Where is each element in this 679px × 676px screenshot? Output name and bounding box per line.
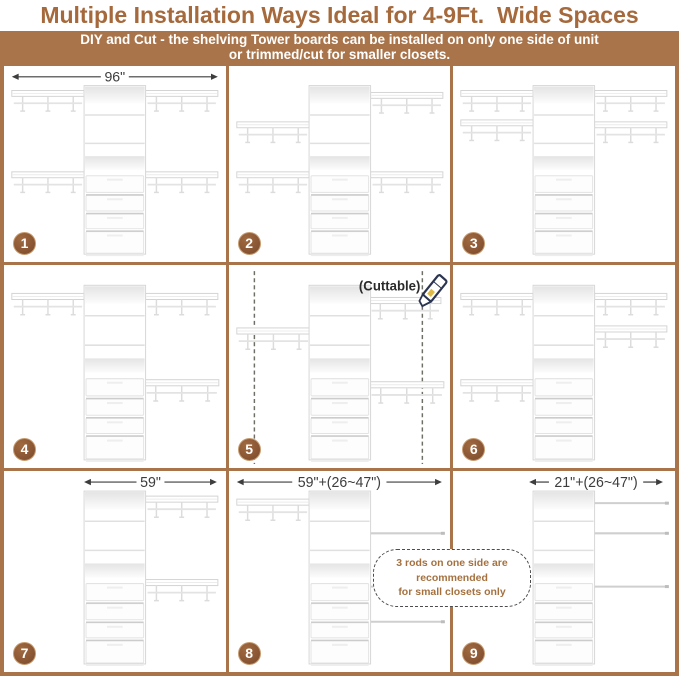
wire-shelf bbox=[461, 380, 533, 401]
wire-shelf bbox=[595, 91, 667, 112]
drawer bbox=[535, 379, 593, 396]
hanging-rod bbox=[595, 585, 669, 588]
wire-shelf bbox=[146, 496, 218, 517]
dimension-label bbox=[236, 475, 441, 491]
wire-shelf bbox=[146, 172, 218, 193]
dimension-label bbox=[12, 70, 218, 86]
wire-shelf bbox=[12, 172, 84, 193]
closet-diagram bbox=[4, 471, 226, 672]
dimension-label bbox=[529, 475, 663, 491]
wire-shelf bbox=[369, 382, 443, 403]
drawer bbox=[311, 418, 369, 433]
drawer bbox=[311, 195, 369, 211]
installation-grid bbox=[0, 62, 679, 676]
wire-shelf bbox=[146, 293, 218, 314]
panel-number-badge: 6 bbox=[462, 438, 485, 461]
wire-shelf bbox=[461, 91, 533, 112]
drawer bbox=[311, 604, 369, 620]
drawer bbox=[535, 195, 593, 211]
wire-shelf bbox=[145, 380, 219, 401]
wire-shelf bbox=[146, 91, 218, 112]
wire-shelf bbox=[236, 122, 308, 143]
shelving-tower bbox=[533, 491, 595, 666]
hanging-rod bbox=[595, 532, 669, 535]
drawer bbox=[311, 379, 369, 396]
panel-1 bbox=[4, 66, 226, 262]
note-line-2: for small closets only bbox=[398, 586, 506, 599]
panel-number-badge: 8 bbox=[238, 642, 261, 665]
drawer bbox=[86, 584, 144, 601]
note-bubble bbox=[373, 549, 531, 607]
shelving-tower bbox=[309, 285, 371, 462]
hanging-rod bbox=[595, 502, 669, 505]
shelving-tower bbox=[84, 285, 146, 462]
shelving-tower bbox=[533, 86, 595, 257]
wire-shelf bbox=[370, 92, 442, 113]
panel-number-badge: 7 bbox=[13, 642, 36, 665]
panel-2 bbox=[229, 66, 451, 262]
hanging-rod bbox=[370, 620, 444, 623]
panel-6 bbox=[453, 265, 675, 468]
drawer bbox=[311, 176, 369, 193]
wire-shelf bbox=[595, 122, 667, 143]
banner bbox=[0, 31, 679, 62]
banner-line-1: DIY and Cut - the shelving Tower boards can be installed on only one side of unit bbox=[80, 31, 599, 47]
panel-number-badge: 1 bbox=[13, 232, 36, 255]
panel-5 bbox=[229, 265, 451, 468]
dimension-text: 96" bbox=[104, 69, 126, 86]
wire-shelf bbox=[370, 172, 442, 193]
shelving-tower bbox=[533, 285, 595, 462]
drawer bbox=[86, 399, 144, 415]
drawer bbox=[535, 399, 593, 415]
wire-shelf bbox=[595, 293, 667, 314]
wire-shelf bbox=[12, 293, 84, 314]
closet-diagram bbox=[453, 265, 675, 468]
hanging-rod bbox=[370, 532, 444, 535]
drawer bbox=[86, 214, 144, 229]
wire-shelf bbox=[595, 326, 667, 347]
drawer bbox=[86, 418, 144, 433]
page-title: Multiple Installation Ways Ideal for 4-9Ft. Wide Spaces bbox=[40, 2, 639, 28]
wire-shelf bbox=[236, 328, 309, 349]
panel-number-badge: 9 bbox=[462, 642, 485, 665]
dimension-label bbox=[84, 475, 217, 491]
closet-diagram bbox=[229, 265, 451, 468]
panel-7 bbox=[4, 471, 226, 672]
dimension-text: 21"+(26~47") bbox=[554, 474, 639, 492]
wire-shelf bbox=[12, 91, 84, 112]
drawer bbox=[535, 584, 593, 601]
drawer bbox=[86, 176, 144, 193]
drawer bbox=[86, 379, 144, 396]
closet-diagram bbox=[453, 66, 675, 262]
note-line-1: 3 rods on one side are recommended bbox=[396, 557, 508, 584]
drawer bbox=[86, 623, 144, 638]
panel-3 bbox=[453, 66, 675, 262]
drawer bbox=[86, 604, 144, 620]
shelving-tower bbox=[309, 491, 371, 666]
drawer bbox=[86, 195, 144, 211]
banner-line-2: or trimmed/cut for smaller closets. bbox=[228, 46, 451, 62]
panel-number-badge: 3 bbox=[462, 232, 485, 255]
closet-diagram bbox=[4, 66, 226, 262]
closet-diagram bbox=[229, 66, 451, 262]
drawer bbox=[535, 176, 593, 193]
cuttable-label: (Cuttable) bbox=[358, 278, 421, 294]
wire-shelf bbox=[236, 499, 308, 520]
panel-4 bbox=[4, 265, 226, 468]
panel-number-badge: 5 bbox=[238, 438, 261, 461]
shelving-tower bbox=[84, 491, 146, 666]
drawer bbox=[535, 604, 593, 620]
dimension-text: 59" bbox=[140, 474, 161, 492]
drawer bbox=[311, 214, 369, 229]
drawer bbox=[311, 399, 369, 415]
shelving-tower bbox=[84, 86, 146, 257]
dimension-text: 59"+(26~47") bbox=[297, 474, 381, 492]
drawer bbox=[311, 584, 369, 601]
shelving-tower bbox=[309, 86, 371, 257]
drawer bbox=[311, 623, 369, 638]
drawer bbox=[535, 214, 593, 229]
closet-diagram bbox=[4, 265, 226, 468]
wire-shelf bbox=[236, 172, 308, 193]
panel-number-badge: 2 bbox=[238, 232, 261, 255]
wire-shelf bbox=[461, 120, 533, 141]
panel-number-badge: 4 bbox=[13, 438, 36, 461]
wire-shelf bbox=[461, 293, 533, 314]
wire-shelf bbox=[146, 580, 218, 601]
drawer bbox=[535, 418, 593, 433]
drawer bbox=[535, 623, 593, 638]
